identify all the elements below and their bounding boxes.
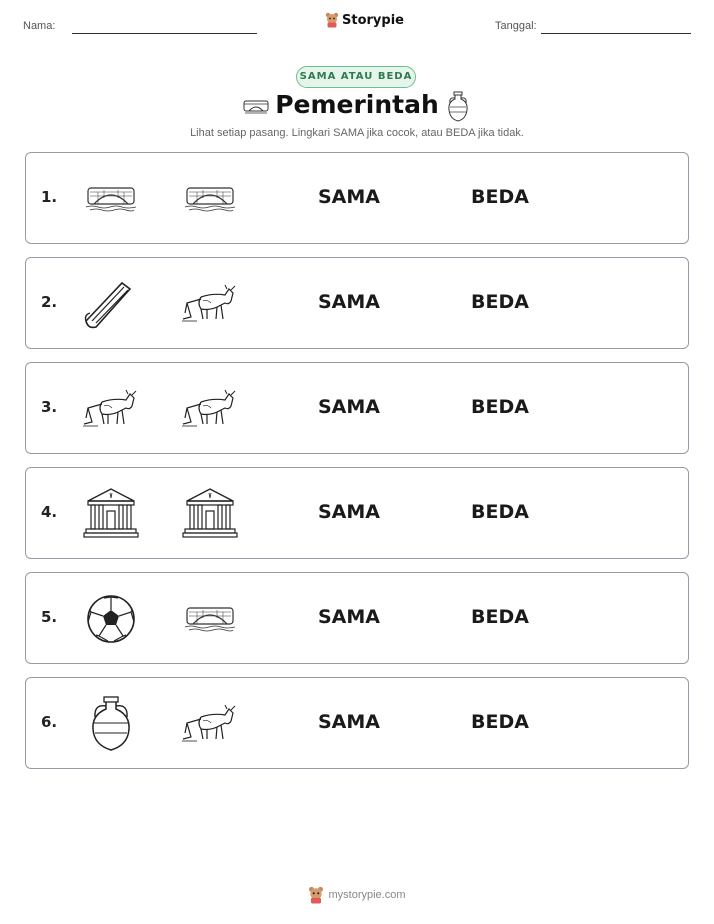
- brand-logo: [325, 12, 404, 28]
- question-row: [25, 152, 689, 244]
- page-title: Pemerintah: [275, 90, 439, 119]
- worksheet-type-badge: SAMA ATAU BEDA: [296, 66, 416, 88]
- different-option[interactable]: BEDA: [471, 291, 529, 313]
- same-option[interactable]: SAMA: [318, 711, 381, 733]
- bear-mascot-icon: [308, 886, 324, 904]
- question-number: 2.: [41, 293, 58, 311]
- same-option[interactable]: SAMA: [318, 291, 381, 313]
- date-label: Tanggal:: [495, 20, 537, 32]
- ox-plow-icon: [181, 380, 239, 438]
- question-number: 3.: [41, 398, 58, 416]
- same-option[interactable]: SAMA: [318, 606, 381, 628]
- ox-plow-icon: [181, 695, 239, 753]
- name-line[interactable]: [72, 33, 257, 34]
- slide-icon: [82, 275, 140, 333]
- question-number: 4.: [41, 503, 58, 521]
- question-number: 6.: [41, 713, 58, 731]
- question-row: [25, 467, 689, 559]
- footer-site: mystorypie.com: [328, 889, 406, 901]
- question-number: 5.: [41, 608, 58, 626]
- soccer-ball-icon: [82, 590, 140, 648]
- same-option[interactable]: SAMA: [318, 396, 381, 418]
- footer: [0, 886, 714, 904]
- different-option[interactable]: BEDA: [471, 606, 529, 628]
- instructions: Lihat setiap pasang. Lingkari SAMA jika cocok, atau BEDA jika tidak.: [190, 127, 524, 139]
- courthouse-icon: [181, 485, 239, 543]
- amphora-icon: [445, 91, 471, 123]
- ox-plow-icon: [82, 380, 140, 438]
- amphora-icon: [82, 695, 140, 753]
- ox-plow-icon: [181, 275, 239, 333]
- different-option[interactable]: BEDA: [471, 711, 529, 733]
- different-option[interactable]: BEDA: [471, 501, 529, 523]
- different-option[interactable]: BEDA: [471, 396, 529, 418]
- brand-name: Storypie: [342, 12, 404, 28]
- bridge-icon: [181, 170, 239, 228]
- different-option[interactable]: BEDA: [471, 186, 529, 208]
- question-row: [25, 572, 689, 664]
- bridge-icon: [181, 590, 239, 648]
- question-row: [25, 677, 689, 769]
- same-option[interactable]: SAMA: [318, 186, 381, 208]
- question-row: [25, 257, 689, 349]
- bridge-icon: [82, 170, 140, 228]
- name-label: Nama:: [23, 20, 56, 32]
- same-option[interactable]: SAMA: [318, 501, 381, 523]
- bear-mascot-icon: [325, 12, 339, 28]
- question-row: [25, 362, 689, 454]
- question-number: 1.: [41, 188, 58, 206]
- courthouse-icon: [82, 485, 140, 543]
- date-line[interactable]: [541, 33, 691, 34]
